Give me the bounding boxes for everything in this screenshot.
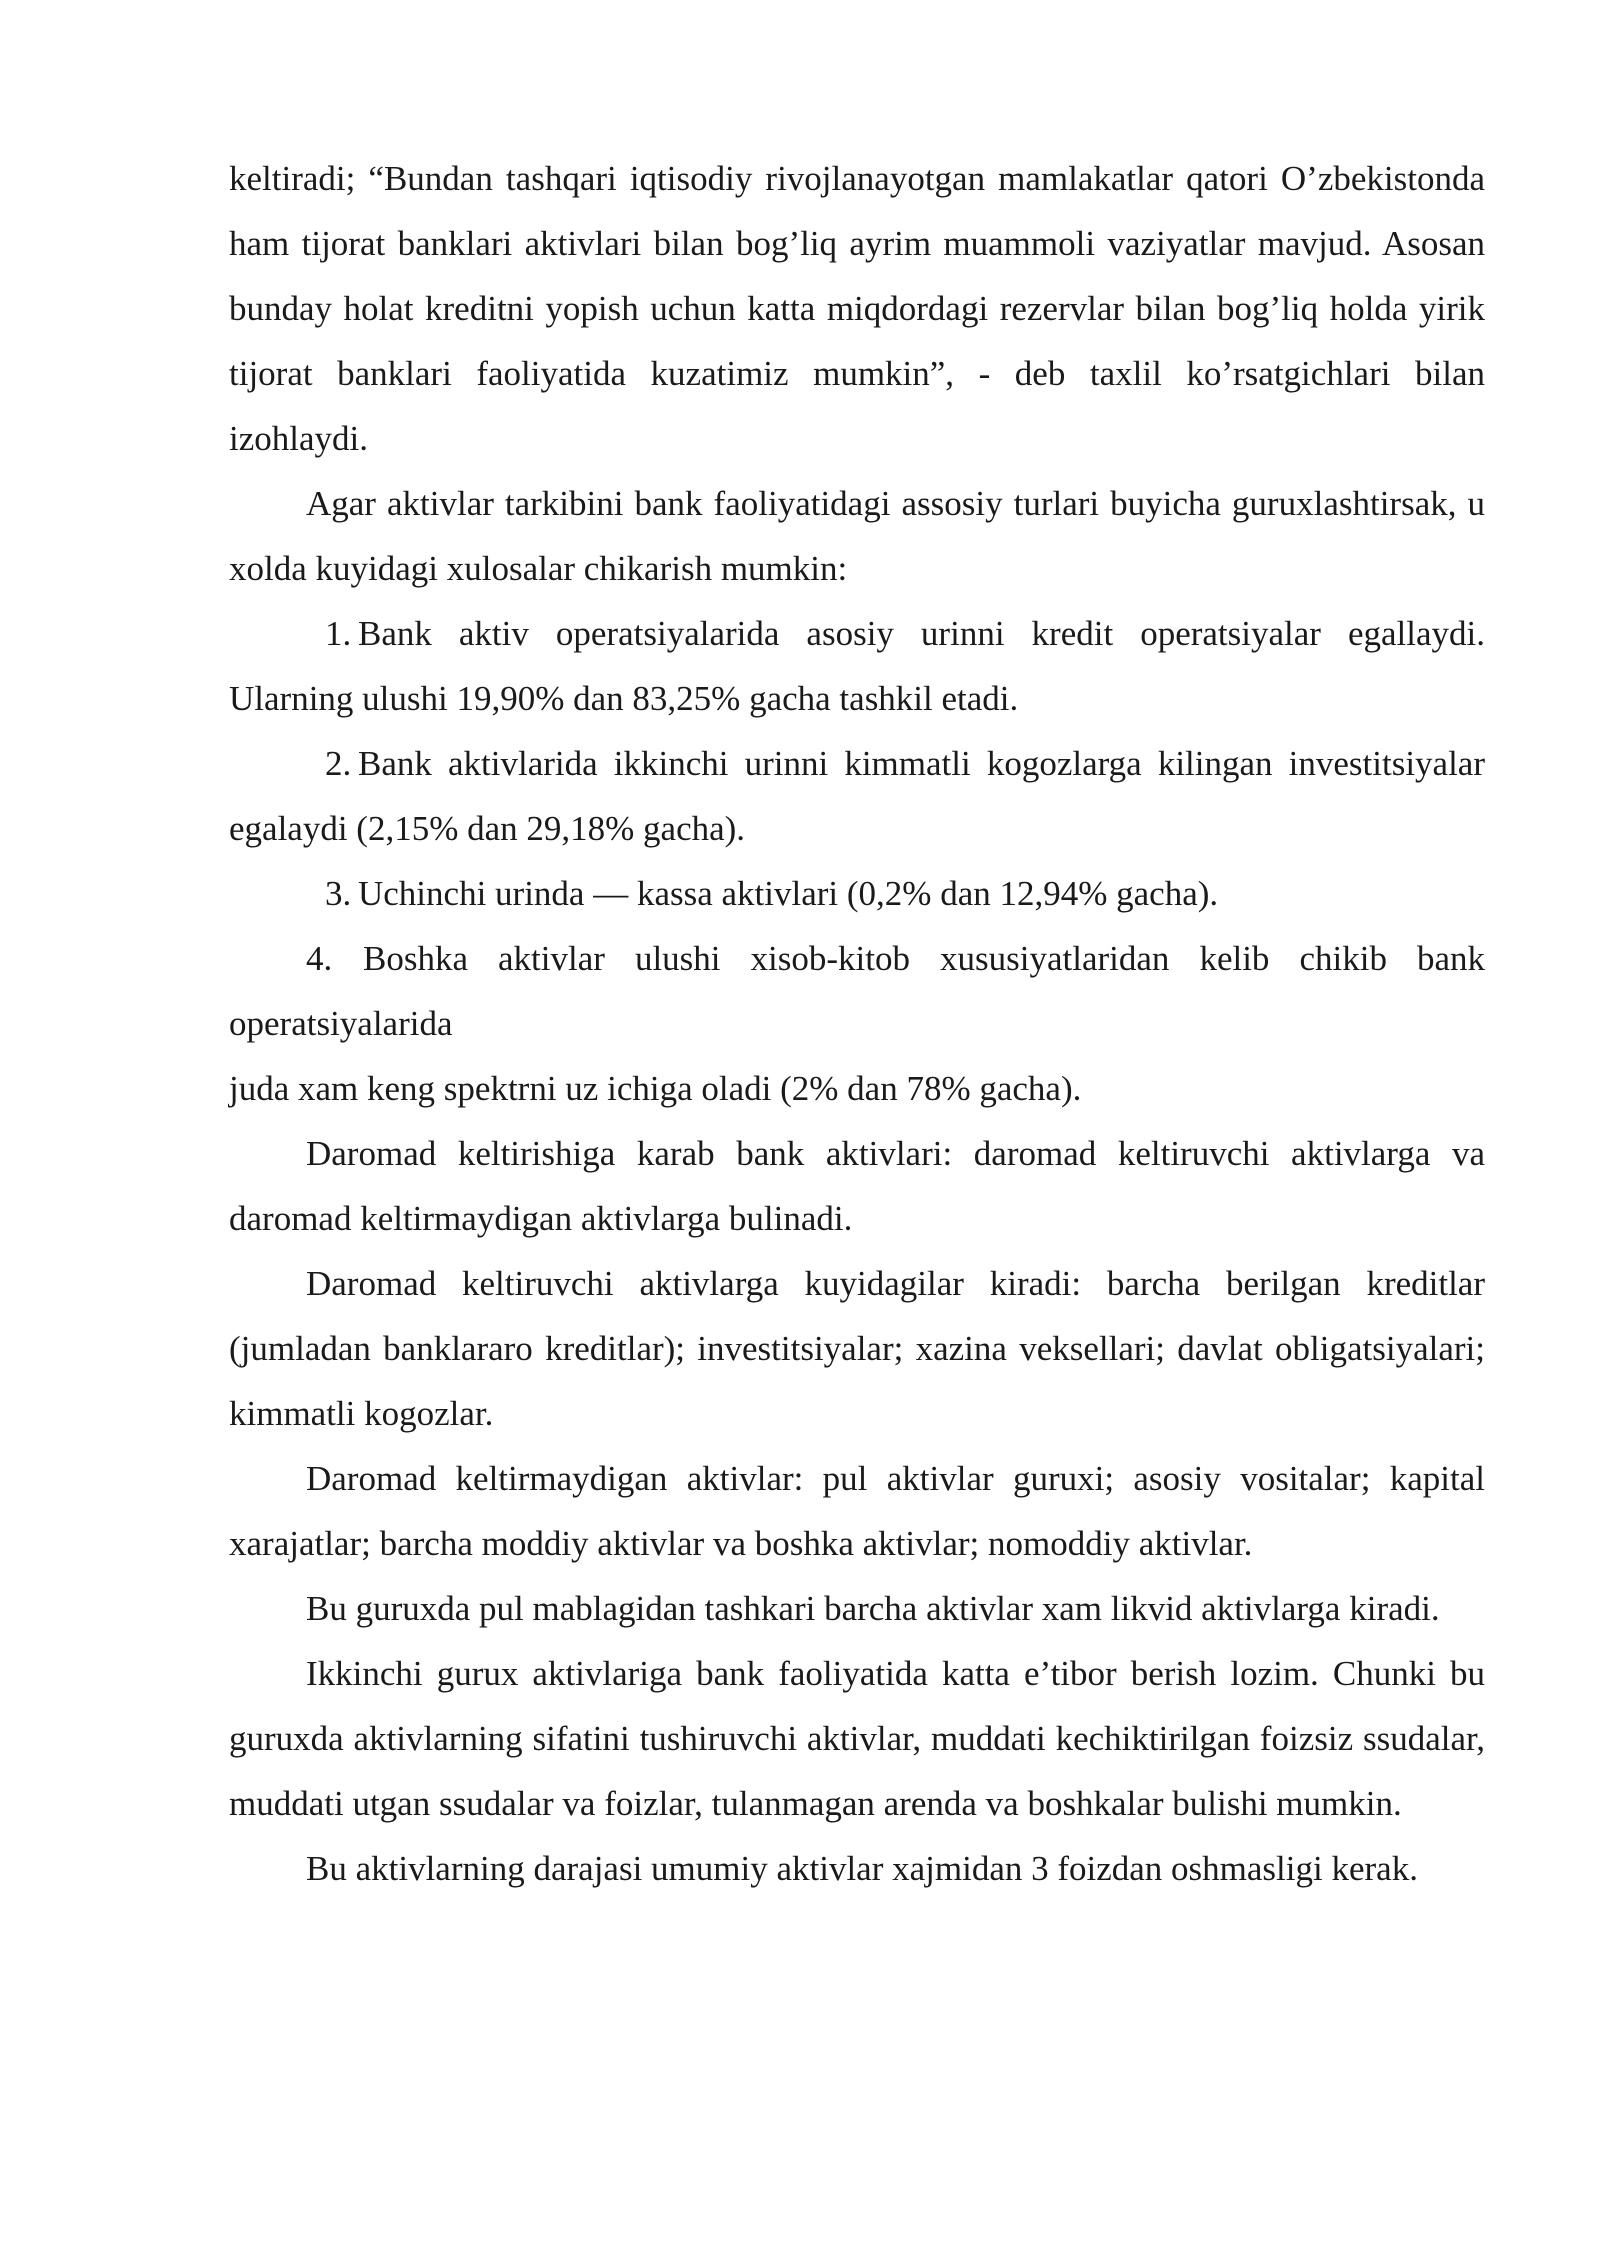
- list-number: 4.: [306, 939, 333, 978]
- list-item-text: Bank aktiv operatsiyalarida asosiy urinni kredit operatsiyalar egallaydi. Ularning ulushi 19,90% dan 83,25% gacha tashkil etadi.: [229, 614, 1485, 718]
- list-item-4: [229, 926, 1485, 1056]
- list-item-2: [229, 731, 1485, 861]
- paragraph-income-classification: Daromad keltirishiga karab bank aktivlari: daromad keltiruvchi aktivlarga va daromad keltirmaydigan aktivlarga bulinadi.: [229, 1134, 1485, 1238]
- list-item-1: [229, 601, 1485, 731]
- paragraph-limit: Bu aktivlarning darajasi umumiy aktivlar xajmidan 3 foizdan oshmasligi kerak.: [306, 1849, 1418, 1888]
- list-item-4-continuation: juda xam keng spektrni uz ichiga oladi (2% dan 78% gacha).: [229, 1069, 1082, 1108]
- paragraph-income-assets: Daromad keltiruvchi aktivlarga kuyidagilar kiradi: barcha berilgan kreditlar (jumladan banklararo kreditlar); investitsiyalar; xazina veksellari; davlat obligatsiyalari; kimmatli kogozlar.: [229, 1264, 1485, 1433]
- paragraph-nonincome-assets: Daromad keltirmaydigan aktivlar: pul aktivlar guruxi; asosiy vositalar; kapital xarajatlar; barcha moddiy aktivlar va boshka aktivlar; nomoddiy aktivlar.: [229, 1459, 1485, 1563]
- list-number: 3.: [325, 874, 352, 913]
- document-page: [229, 146, 1485, 1901]
- paragraph-grouping-intro: Agar aktivlar tarkibini bank faoliyatidagi assosiy turlari buyicha guruxlashtirsak, u xolda kuyidagi xulosalar chikarish mumkin:: [229, 484, 1485, 588]
- list-number: 2.: [325, 744, 352, 783]
- list-item-text: Bank aktivlarida ikkinchi urinni kimmatli kogozlarga kilingan investitsiyalar egalaydi (2,15% dan 29,18% gacha).: [229, 744, 1485, 848]
- list-item-text: Boshka aktivlar ulushi xisob-kitob xususiyatlaridan kelib chikib bank operatsiyalarida: [229, 939, 1485, 1043]
- paragraph-liquid-assets: Bu guruxda pul mablagidan tashkari barcha aktivlar xam likvid aktivlarga kiradi.: [306, 1589, 1440, 1628]
- paragraph-quote: keltiradi; “Bundan tashqari iqtisodiy rivojlanayotgan mamlakatlar qatori O’zbekistonda ham tijorat banklari aktivlari bilan bog’liq ayrim muammoli vaziyatlar mavjud. Asosan bunday holat kreditni yopish uchun katta miqdordagi rezervlar bilan bog’liq holda yirik tijorat banklari faoliyatida kuzatimiz mumkin”, - deb taxlil ko’rsatgichlari bilan izohlaydi.: [229, 159, 1485, 458]
- paragraph-second-group: Ikkinchi gurux aktivlariga bank faoliyatida katta e’tibor berish lozim. Chunki bu guruxda aktivlarning sifatini tushiruvchi aktivlar, muddati kechiktirilgan foizsiz ssudalar, muddati utgan ssudalar va foizlar, tulanmagan arenda va boshkalar bulishi mumkin.: [229, 1654, 1485, 1823]
- list-item-text: Uchinchi urinda — kassa aktivlari (0,2% dan 12,94% gacha).: [358, 874, 1219, 913]
- list-item-3: [229, 861, 1485, 926]
- list-number: 1.: [325, 614, 352, 653]
